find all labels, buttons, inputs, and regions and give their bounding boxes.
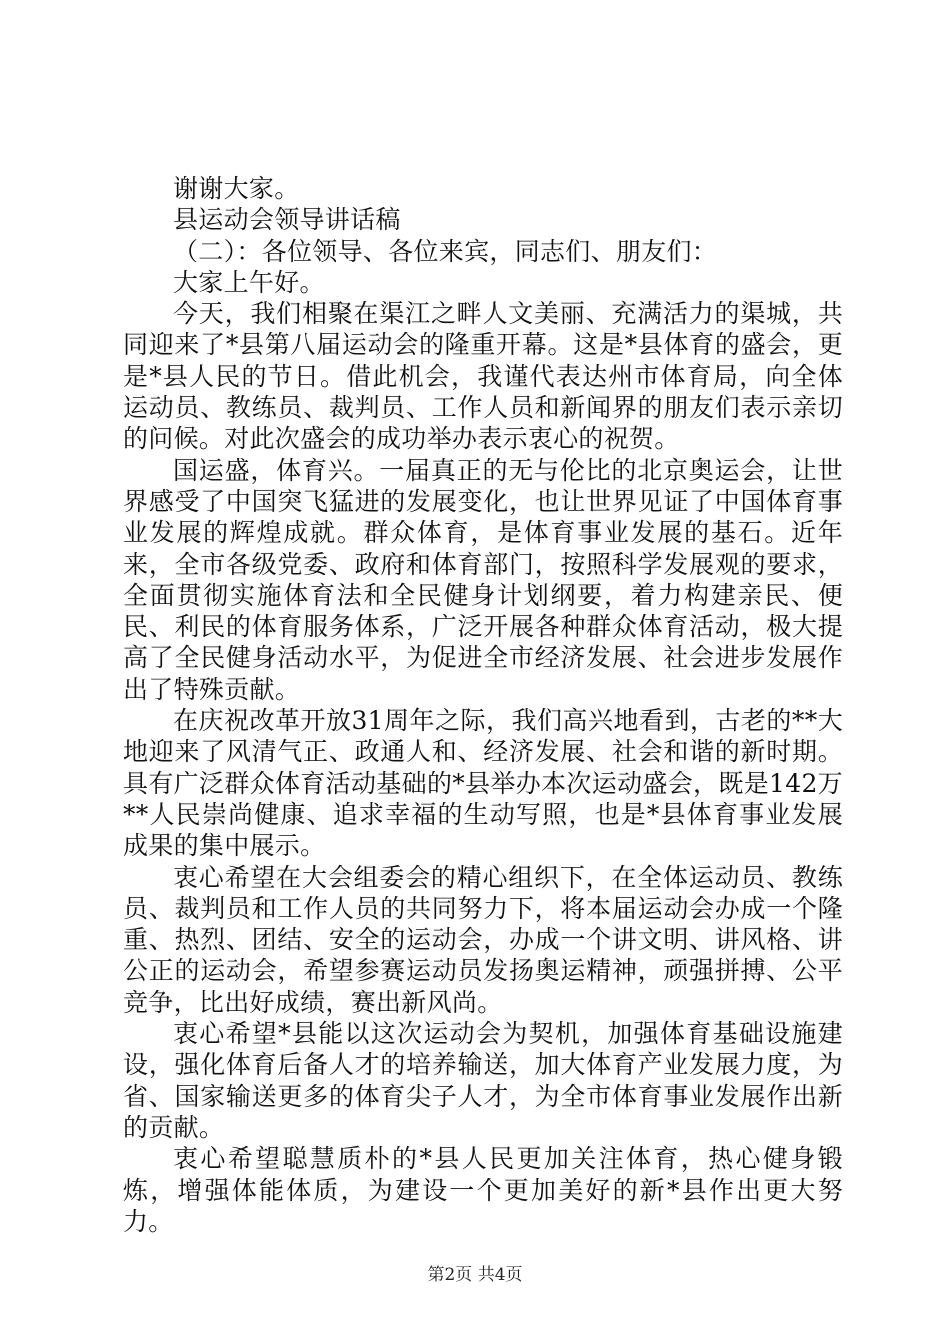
page-footer (0, 1265, 950, 1285)
paragraph-opening: 今天，我们相聚在渠江之畔人文美丽、充满活力的渠城，共同迎来了*县第八届运动会的隆重开幕。这是*县体育的盛会，更是*县人民的节日。借此机会，我谨代表达州市体育局，向全体运动员、教练员、裁判员、工作人员和新闻界的朋友们表示亲切的问候。对此次盛会的成功举办表示衷心的祝贺。 (123, 299, 843, 454)
paragraph-reform: 在庆祝改革开放31周年之际，我们高兴地看到，古老的**大地迎来了风清气正、政通人和、经济发展、社会和谐的新时期。具有广泛群众体育活动基础的*县举办本次运动盛会，既是142万**人民崇尚健康、追求幸福的生动写照，也是*县体育事业发展成果的集中展示。 (123, 706, 843, 861)
document-body (123, 173, 843, 1237)
paragraph-hope-3: 衷心希望聪慧质朴的*县人民更加关注体育，热心健身锻炼，增强体能体质，为建设一个更加美好的新*县作出更大努力。 (123, 1144, 843, 1236)
paragraph-hope-1: 衷心希望在大会组委会的精心组织下，在全体运动员、教练员、裁判员和工作人员的共同努力下，将本届运动会办成一个隆重、热烈、团结、安全的运动会，办成一个讲文明、讲风格、讲公正的运动会，希望参赛运动员发扬奥运精神，顽强拼搏、公平竞争，比出好成绩，赛出新风尚。 (123, 862, 843, 1017)
paragraph-salutation: （二）：各位领导、各位来宾，同志们、朋友们： (173, 236, 718, 266)
paragraph-thanks: 谢谢大家。 (173, 174, 300, 203)
paragraph-sports: 国运盛，体育兴。一届真正的无与伦比的北京奥运会，让世界感受了中国突飞猛进的发展变化，也让世界见证了中国体育事业发展的辉煌成就。群众体育，是体育事业发展的基石。近年来，全市各级党委、政府和体育部门，按照科学发展观的要求，全面贯彻实施体育法和全民健身计划纲要，着力构建亲民、便民、利民的体育服务体系，广泛开展各种群众体育活动，极大提高了全民健身活动水平，为促进全市经济发展、社会进步发展作出了特殊贡献。 (123, 455, 843, 704)
paragraph-title: 县运动会领导讲话稿 (173, 205, 401, 235)
page-number: 第2页 共4页 (427, 1265, 523, 1285)
paragraph-greeting: 大家上午好。 (173, 267, 325, 297)
paragraph-hope-2: 衷心希望*县能以这次运动会为契机，加强体育基础设施建设，强化体育后备人才的培养输送，加大体育产业发展力度，为省、国家输送更多的体育尖子人才，为全市体育事业发展作出新的贡献。 (123, 1019, 843, 1142)
